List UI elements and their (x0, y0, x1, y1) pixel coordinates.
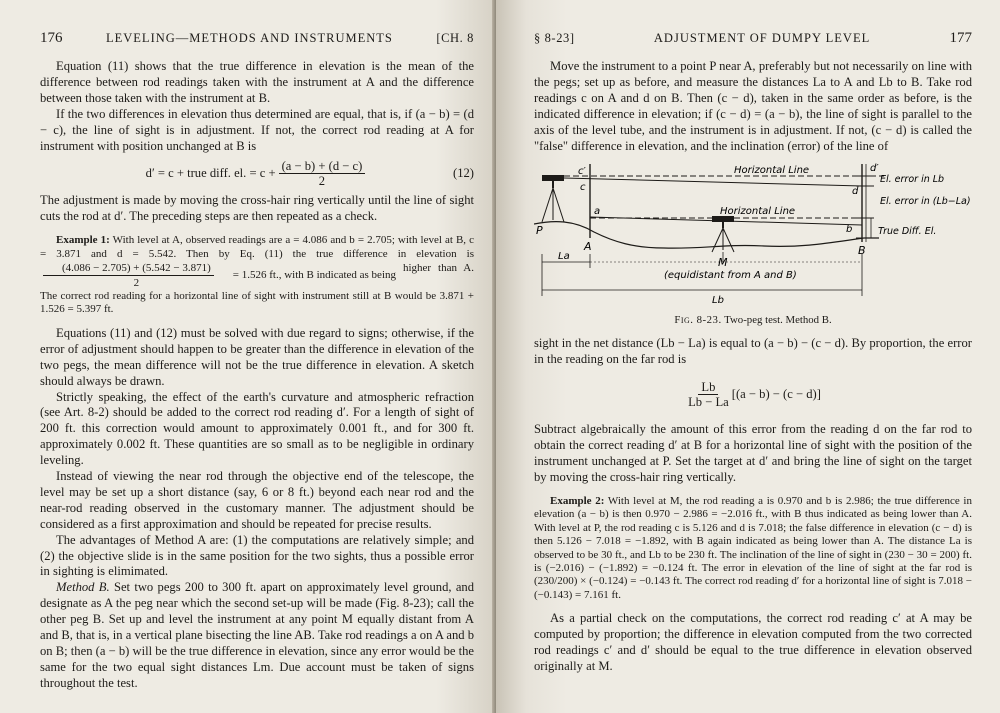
inclined-sight-p (564, 178, 862, 186)
example-1-continuation: higher than A. The correct rod reading for a horizontal line of sight with instrument still at B would be 3.871 + 1.526 = 5.397 ft. (40, 262, 474, 316)
right-page (496, 0, 1000, 713)
left-page (0, 0, 496, 713)
label-p: P (536, 224, 543, 238)
right-para-3: Subtract algebraically the amount of this error from the reading d on the far rod to obtain the correct reading d′ at B for a horizontal line of sight with the position of the instrument unchanged at P. Set the target at d′ and bring the line of sight on the target by moving the cross-hair ring vertically. (534, 422, 972, 484)
left-para-7: The advantages of Method A are: (1) the computations are relatively simple; and (2) the objective slide is in the same position for the two sights, thus a possible error in sighting is elimimated. (40, 532, 474, 579)
example-2-text: With level at M, the rod reading a is 0.970 and b is 2.986; the true difference in elevation (a − b) is then 0.970 − 2.986 = −2.016 ft., with B thus indicated as being lower than A. With level at P, the rod reading c is 5.126 and d is 7.018; the false difference in elevation (c − d) is then 5.126 − 7.018 = −1.892, with B again indicated as being lower than A. The distance La is observed to be 30 ft., and Lb to be 230 ft. The inclination of the line of sight in (230 − 30 = 200) ft. is (−2.016) − (−1.892) = −0.124 ft. The error in elevation of the line of sight at the far rod is (230/200) × (−0.124) = −0.143 ft. The correct rod reading d′ for a horizontal line of sight is 7.018 − (−0.143) = 7.161 ft. (534, 494, 972, 601)
left-para-8-text: Set two pegs 200 to 300 ft. apart on approximately level ground, and designate as A the peg near which the second set-up will be made (Fig. 8-23); call the other peg B. Set up and level the instrument at any point M equally distant from A and B, that is, in a vertical plane bisecting the line AB. Take rod readings a on A and b on B; then (a − b) will be the true difference in elevation, since any error would be the same for the two equal sight distances Lm. Due account must be taken of signs throughout the test. (40, 580, 474, 690)
right-para-2: sight in the net distance (Lb − La) is equal to (a − b) − (c − d). By proportion, the error in the reading on the far rod is (534, 336, 972, 367)
label-b: b (846, 224, 853, 236)
label-true-diff: True Diff. El. (878, 226, 937, 238)
label-el-error-lb: El. error in Lb (880, 174, 945, 186)
left-para-8 (40, 580, 474, 691)
eq12-numerator: (a − b) + (d − c) (279, 159, 366, 174)
left-para-5: Strictly speaking, the effect of the earth's curvature and atmospheric refraction (see Art. 8-2) should be added to the correct rod reading d′. For a length of sight of 200 ft. this correction would amount to approximately 0.001 ft., and for 300 ft. approximately 0.002 ft. These quantities are so small as to be negligible in ordinary leveling. (40, 389, 474, 468)
equation-12 (40, 158, 474, 188)
left-para-4: Equations (11) and (12) must be solved with due regard to signs; otherwise, if the error of adjustment should happen to be greater than the difference in elevation of the two pegs, the mean difference will not be the true difference in elevation. A sketch should always be drawn. (40, 325, 474, 388)
error-fraction-denominator: Lb − La (688, 394, 729, 409)
figure-caption-text: Two-peg test. Method B. (724, 314, 832, 327)
error-fraction (688, 380, 729, 409)
error-proportion-equation (534, 374, 972, 414)
example-1-label: Example 1: (56, 234, 110, 247)
label-peg-a: A (584, 240, 592, 254)
figure-8-23 (534, 162, 972, 312)
example-1-denominator: 2 (133, 277, 140, 290)
example-1-result: = 1.526 ft., with B indicated as being (232, 268, 396, 281)
left-para-6: Instead of viewing the near rod through the objective end of the telescope, the level may be set up a short distance (say, 6 or 8 ft.) beyond each near rod and the near-rod reading observed in the customary manner. The adjustment should be considered as a first approximation and should be repeated for precise results. (40, 469, 474, 531)
label-el-error-lb-la: El. error in (Lb−La) (880, 196, 971, 208)
label-la: La (558, 251, 570, 263)
eq12-denominator: 2 (318, 173, 326, 188)
eq12-number: (12) (453, 165, 474, 180)
label-horizontal-line-mid: Horizontal Line (720, 206, 796, 218)
label-c-prime: c′ (578, 166, 586, 178)
label-c: c (580, 182, 586, 194)
right-running-title: ADJUSTMENT OF DUMPY LEVEL (653, 31, 871, 45)
example-1-text: With level at A, observed readings are a = 4.086 and b = 2.705; with level at B, c = 3.871 and d = 5.542. Then by Eq. (11) the true difference in elevation is (40, 234, 474, 260)
example-1-equation (40, 261, 396, 290)
label-m: M (718, 256, 728, 270)
method-b-lead: Method B. (56, 580, 110, 595)
label-d: d (852, 186, 859, 198)
level-instrument-p (542, 175, 564, 222)
example-2-label: Example 2: (550, 494, 605, 507)
left-running-title: LEVELING—METHODS AND INSTRUMENTS (106, 31, 393, 45)
left-para-1: Equation (11) shows that the true difference in elevation is the mean of the difference between rod readings taken with the instrument at A and the difference between those taken with the instrument at B. (40, 59, 474, 105)
left-chapter-mark: [CH. 8 (436, 31, 474, 45)
example-1-numerator: (4.086 − 2.705) + (5.542 − 3.871) (43, 261, 214, 276)
eq12-lhs: d′ = c + true diff. el. = c + (145, 165, 276, 180)
error-fraction-numerator: Lb (698, 380, 718, 395)
left-para-2: If the two differences in elevation thus determined are equal, that is, if (a − b) = (d − c), the line of sight is in adjustment. If not, the correct rod reading at A for instrument with position unchanged at B is (40, 106, 474, 153)
label-lb: Lb (712, 295, 724, 307)
right-page-number: 177 (949, 30, 972, 46)
right-para-1: Move the instrument to a point P near A, preferably but not necessarily on line with the pegs; set up as before, and measure the distances La to A and Lb to B. Take rod readings c on A and d on B. Then (c − d), taken in the same order as before, is the indicated difference in elevation; if (c − d) = (a − b), the line of sight is parallel to the axis of the level tube, and the instrument is in adjustment. If not, (c − d) is called the "false" difference in elevation, and the inclination (error) of the line of (534, 59, 972, 153)
right-para-4: As a partial check on the computations, the correct rod reading c′ at A may be computed by proportion; the difference in elevation computed from the two corrected rod readings c′ and d′ should be equal to the true difference in elevation observed originally at M. (534, 611, 972, 673)
example-1 (40, 234, 474, 317)
right-running-header (534, 30, 972, 47)
figure-caption-label: Fig. 8-23. (674, 314, 722, 327)
two-peg-test-diagram (534, 162, 972, 312)
label-horizontal-line-top: Horizontal Line (734, 165, 810, 177)
example-2 (534, 495, 972, 602)
label-d-prime: d′ (870, 163, 879, 175)
label-equidistant: (equidistant from A and B) (664, 270, 797, 282)
label-a: a (594, 206, 601, 218)
left-page-number: 176 (40, 30, 63, 46)
label-peg-b: B (858, 244, 866, 258)
right-section-mark: § 8-23] (534, 31, 575, 45)
left-para-3: The adjustment is made by moving the cross-hair ring vertically until the line of sight cuts the rod at d′. The preceding steps are then repeated as a check. (40, 193, 474, 224)
error-equation-rhs: [(a − b) − (c − d)] (731, 386, 821, 401)
eq12-fraction (279, 159, 366, 188)
example-1-fraction (43, 261, 214, 290)
left-running-header (40, 30, 474, 47)
figure-caption (534, 314, 972, 326)
